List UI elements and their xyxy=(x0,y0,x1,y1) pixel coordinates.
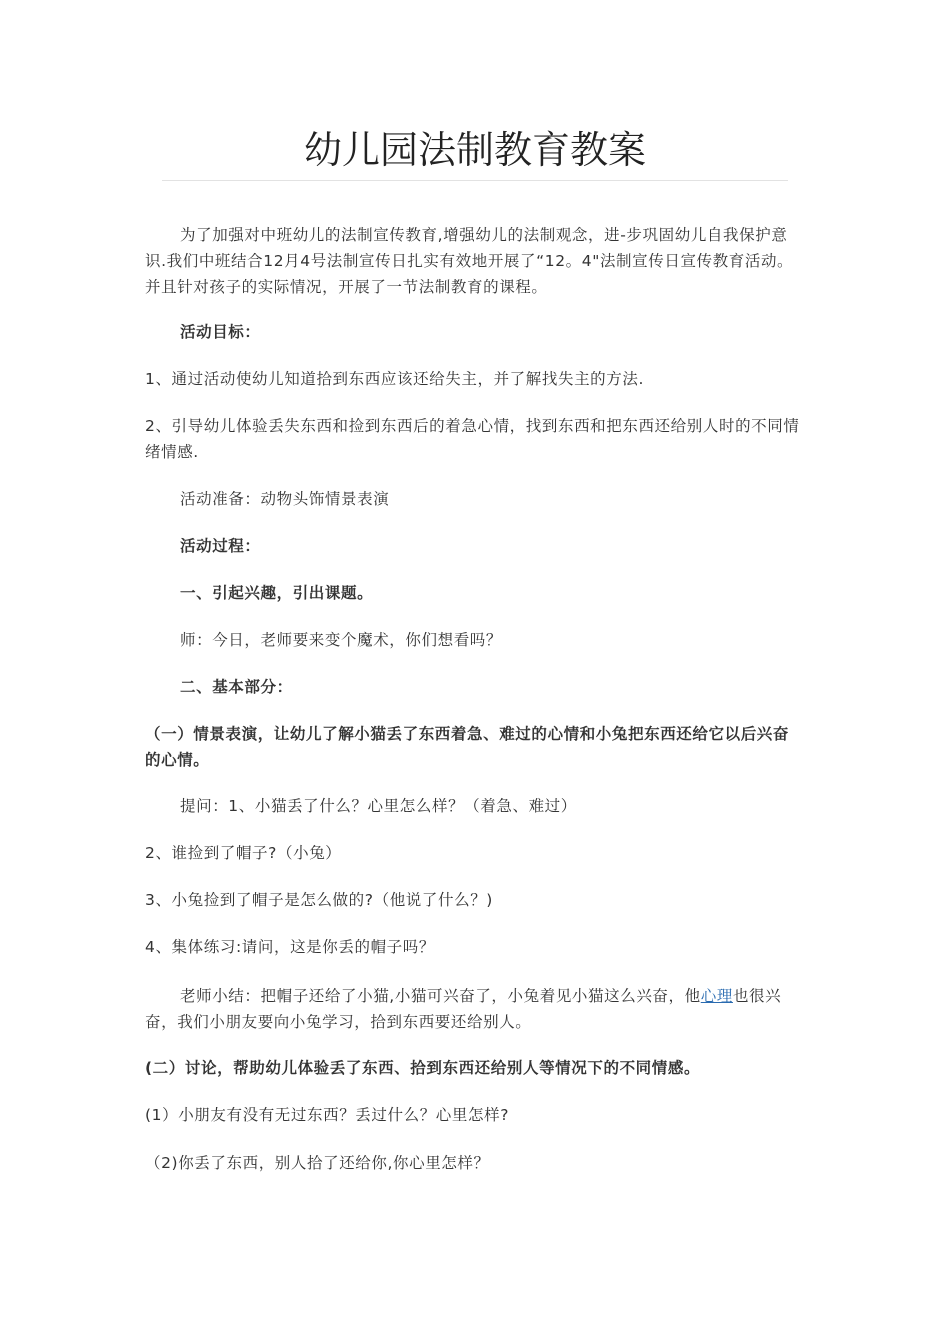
section-1-heading: 一、引起兴趣，引出课题。 xyxy=(180,584,374,602)
teacher-line: 师：今日，老师要来变个魔术，你们想看吗？ xyxy=(180,631,503,649)
intro-paragraph: 为了加强对中班幼儿的法制宣传教育,增强幼儿的法制观念，进-步巩固幼儿自我保护意识.我们中班结合12月4号法制宣传日扎实有效地开展了“12。4"法制宣传日宣传教育活动。并且针对孩子的实际情况，开展了一节法制教育的课程。 xyxy=(145,226,794,296)
summary-text-end: 也很兴奋，我们小朋友要向小兔学习，拾到东西要还给别人。 xyxy=(145,987,782,1031)
section-2-heading: 二、基本部分： xyxy=(180,678,293,696)
subsection-2-heading: (二）讨论，帮助幼儿体验丢了东西、拾到东西还给别人等情况下的不同情感。 xyxy=(145,1059,701,1077)
psychology-link[interactable]: 心理 xyxy=(700,987,733,1005)
summary-text-start: 老师小结：把帽子还给了小猫,小猫可兴奋了，小兔着见小猫这么兴奋，他 xyxy=(180,987,701,1005)
teacher-summary xyxy=(145,983,805,1035)
discussion-question-1: (1）小朋友有没有无过东西？丢过什么？心里怎样? xyxy=(145,1106,510,1124)
goal-item-1: 1、通过活动使幼儿知道拾到东西应该还给失主，并了解找失主的方法. xyxy=(145,370,644,388)
goal-item-2: 2、引导幼儿体验丢失东西和捡到东西后的着急心情，找到东西和把东西还给别人时的不同情绪情感. xyxy=(145,417,800,461)
process-heading: 活动过程： xyxy=(180,537,261,555)
document-title: 幼儿园法制教育教案 xyxy=(303,128,646,172)
goals-heading: 活动目标： xyxy=(180,323,261,341)
question-1: 提问：1、小猫丢了什么？心里怎么样？（着急、难过） xyxy=(180,797,577,815)
discussion-question-2: （2)你丢了东西，别人拾了还给你,你心里怎样？ xyxy=(145,1154,490,1172)
question-4: 4、集体练习:请问，这是你丢的帽子吗？ xyxy=(145,938,435,956)
question-3: 3、小兔捡到了帽子是怎么做的?（他说了什么？) xyxy=(145,891,493,909)
title-divider xyxy=(162,180,788,181)
subsection-1-heading: （一）情景表演，让幼儿了解小猫丢了东西着急、难过的心情和小兔把东西还给它以后兴奋的心情。 xyxy=(145,725,790,769)
question-2: 2、谁捡到了帽子?（小兔） xyxy=(145,844,342,862)
preparation-line: 活动准备：动物头饰情景表演 xyxy=(180,490,390,508)
